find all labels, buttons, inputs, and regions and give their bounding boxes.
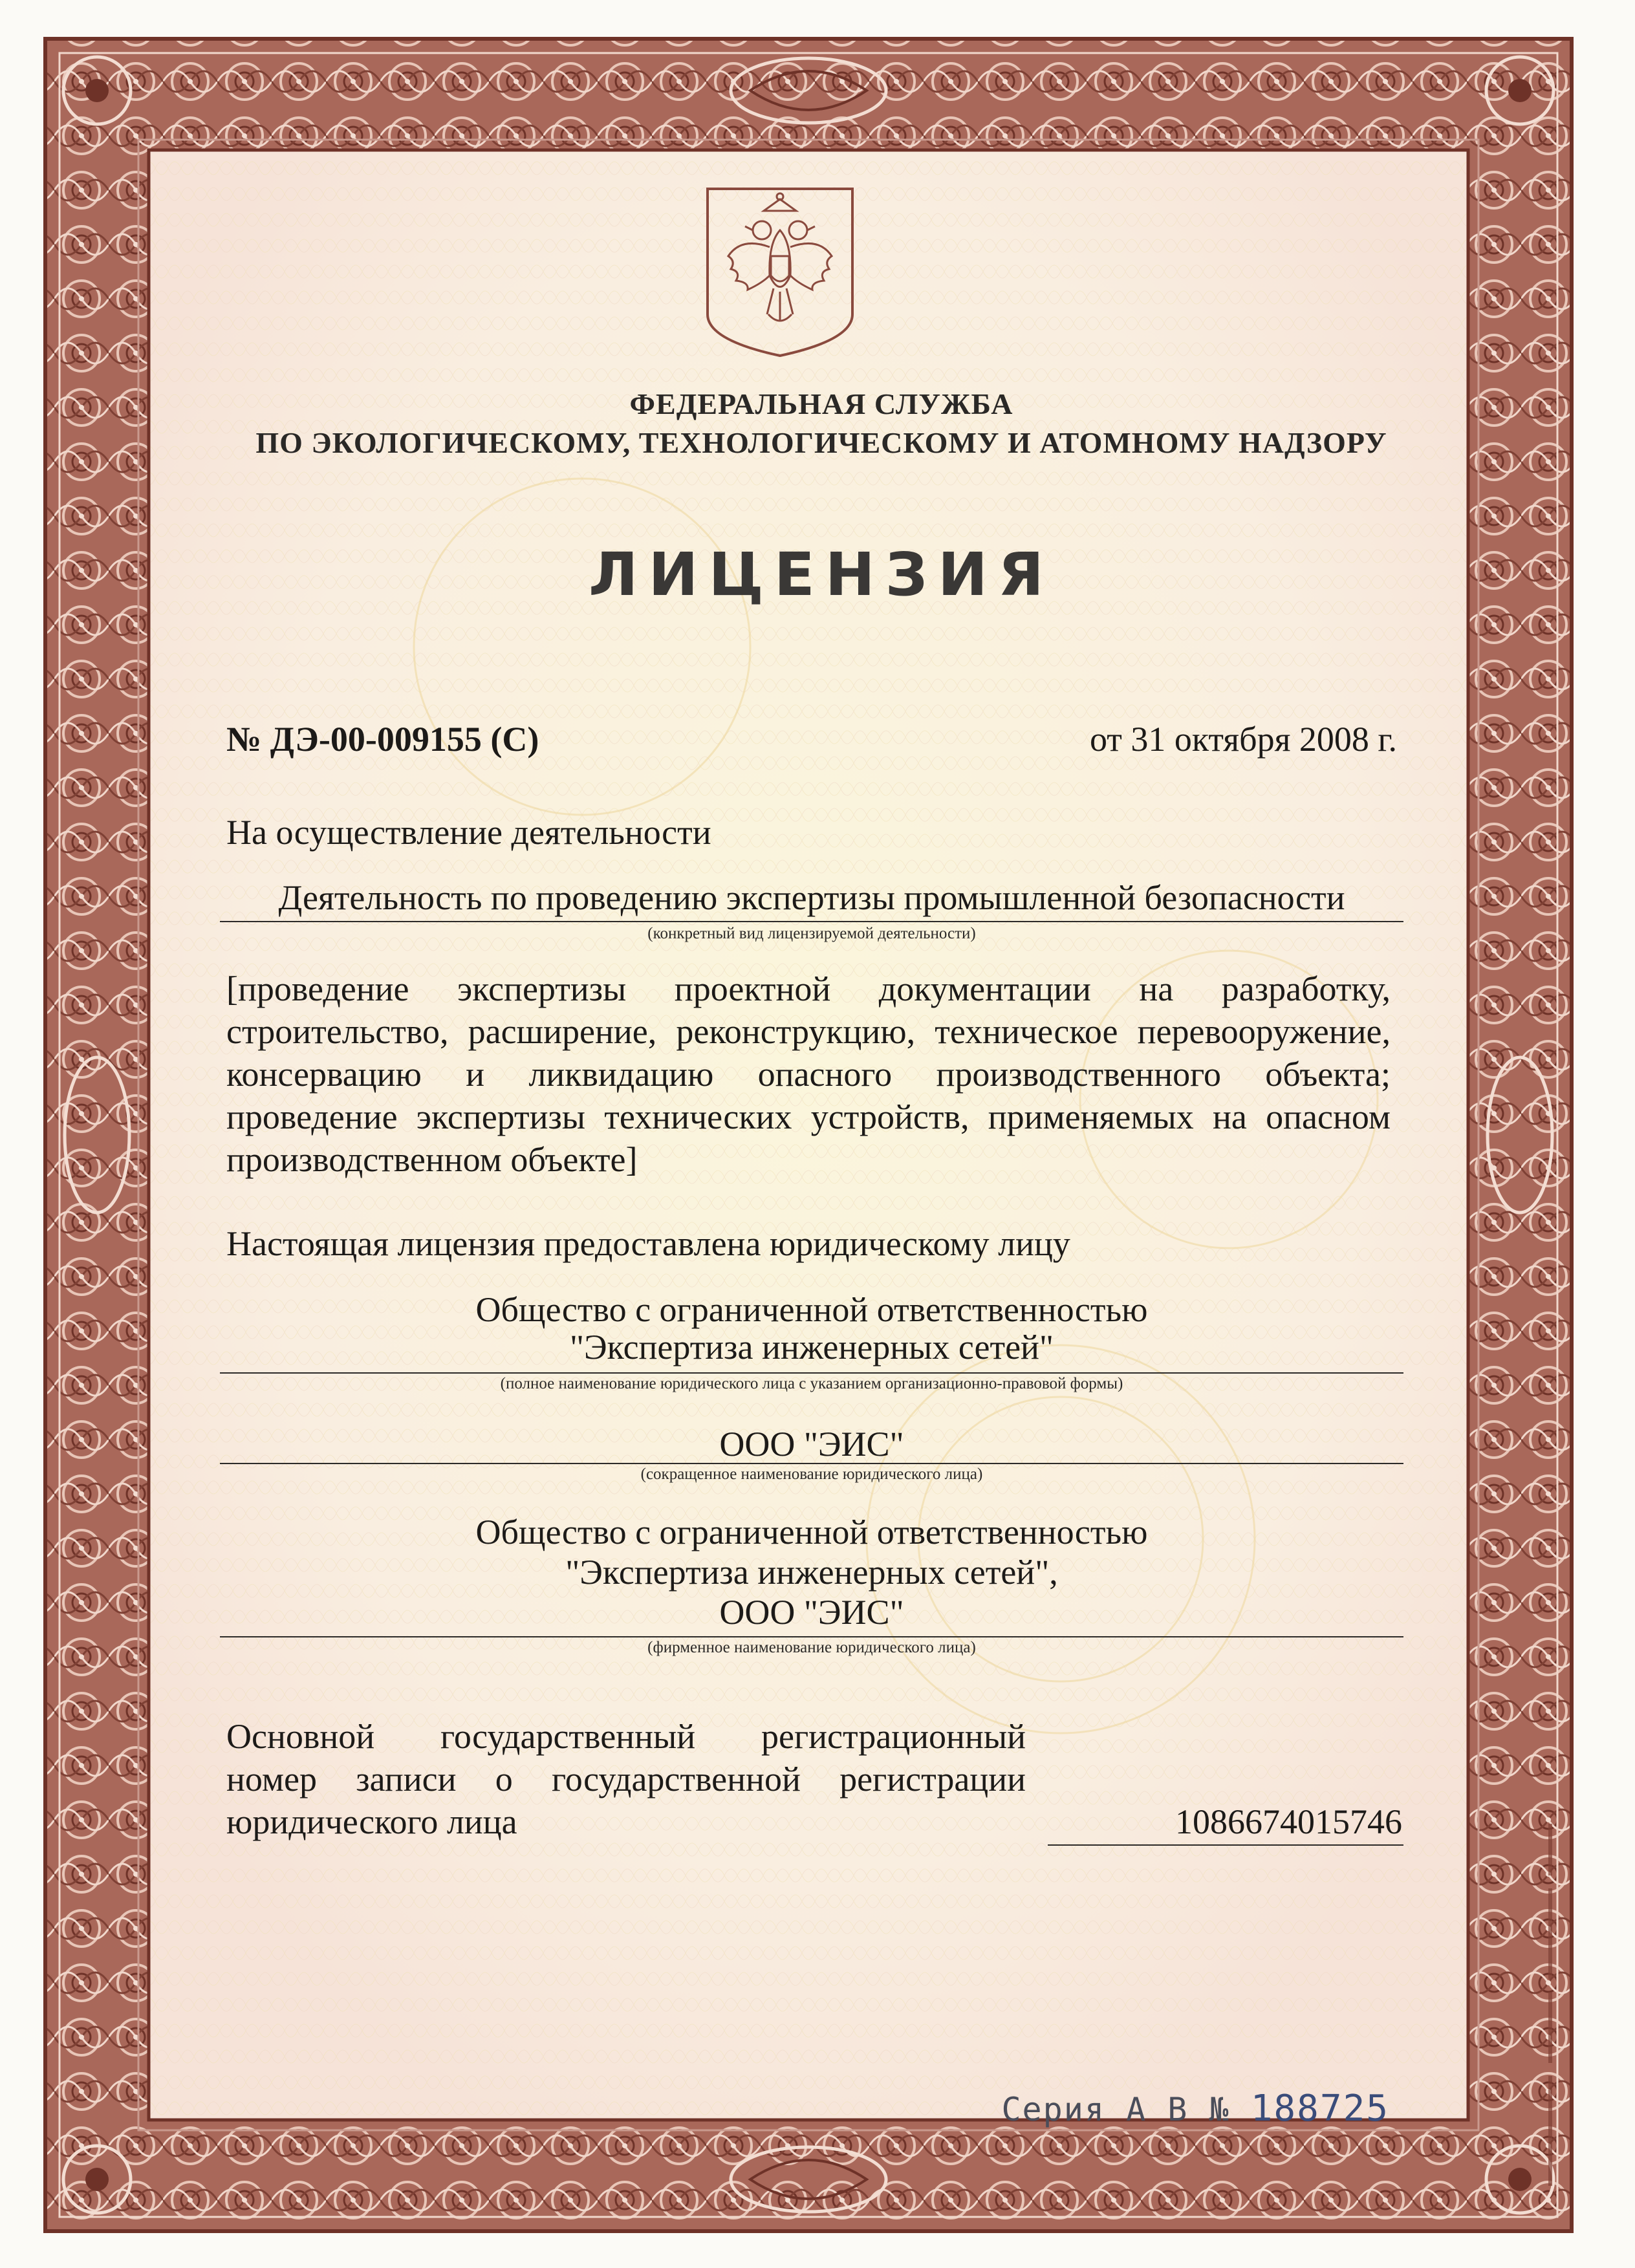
short-name-caption: (сокращенное наименование юридического лица) xyxy=(640,1465,983,1483)
printer-mark xyxy=(1538,1824,1564,2186)
holder-intro: Настоящая лицензия предоставлена юридическому лицу xyxy=(226,1224,1070,1263)
short-name-underline xyxy=(220,1463,1403,1464)
series-label: Серия xyxy=(1001,2091,1105,2128)
series-letters: А В xyxy=(1126,2091,1189,2128)
full-name-underline xyxy=(220,1372,1403,1374)
activity-kind: Деятельность по проведению экспертизы промышленной безопасности xyxy=(278,878,1345,917)
license-number: № ДЭ-00-009155 (С) xyxy=(226,720,539,759)
holder-firm-name-line2: "Экспертиза инженерных сетей", xyxy=(565,1553,1058,1592)
registration-number: 1086674015746 xyxy=(1175,1802,1402,1841)
registration-label-line2: номер записи о государственной регистрации xyxy=(226,1760,1026,1798)
full-name-caption: (полное наименование юридического лица с указанием организационно-правовой формы) xyxy=(500,1375,1123,1392)
series-number: 188725 xyxy=(1250,2088,1389,2130)
activity-kind-caption: (конкретный вид лицензируемой деятельности) xyxy=(647,925,976,942)
holder-full-name-line2: "Экспертиза инженерных сетей" xyxy=(569,1328,1054,1366)
activity-kind-underline xyxy=(220,921,1403,922)
agency-name-line1: ФЕДЕРАЛЬНАЯ СЛУЖБА xyxy=(629,387,1013,420)
double-headed-eagle-icon xyxy=(702,185,858,360)
holder-firm-name-line1: Общество с ограниченной ответственностью xyxy=(475,1513,1148,1551)
activity-scope: [проведение экспертизы проектной документации на разработку, строительство, расширение, реконструкцию, техническое перевооружение, консервацию и ликвидацию опасного производственного объекта; проведение экспертизы технических устройств, применяемых на опасном производственном объекте] xyxy=(226,969,1391,1179)
agency-name-line2: ПО ЭКОЛОГИЧЕСКОМУ, ТЕХНОЛОГИЧЕСКОМУ И АТОМНОМУ НАДЗОРУ xyxy=(255,426,1387,459)
holder-short-name: ООО "ЭИС" xyxy=(719,1425,904,1463)
document-title: ЛИЦЕНЗИЯ xyxy=(589,540,1054,609)
registration-number-underline xyxy=(1048,1844,1403,1846)
registration-label-line1: Основной государственный регистрационный xyxy=(226,1717,1026,1756)
series-no-sign: № xyxy=(1209,2091,1230,2128)
registration-label-line3: юридического лица xyxy=(226,1802,517,1841)
form-series xyxy=(1001,2088,1389,2130)
firm-name-caption: (фирменное наименование юридического лица) xyxy=(647,1639,976,1656)
activity-intro: На осуществление деятельности xyxy=(226,813,711,852)
holder-firm-name-line3: ООО "ЭИС" xyxy=(719,1593,904,1632)
firm-name-underline xyxy=(220,1636,1403,1637)
license-date: от 31 октября 2008 г. xyxy=(1089,720,1397,759)
holder-full-name-line1: Общество с ограниченной ответственностью xyxy=(475,1290,1148,1329)
